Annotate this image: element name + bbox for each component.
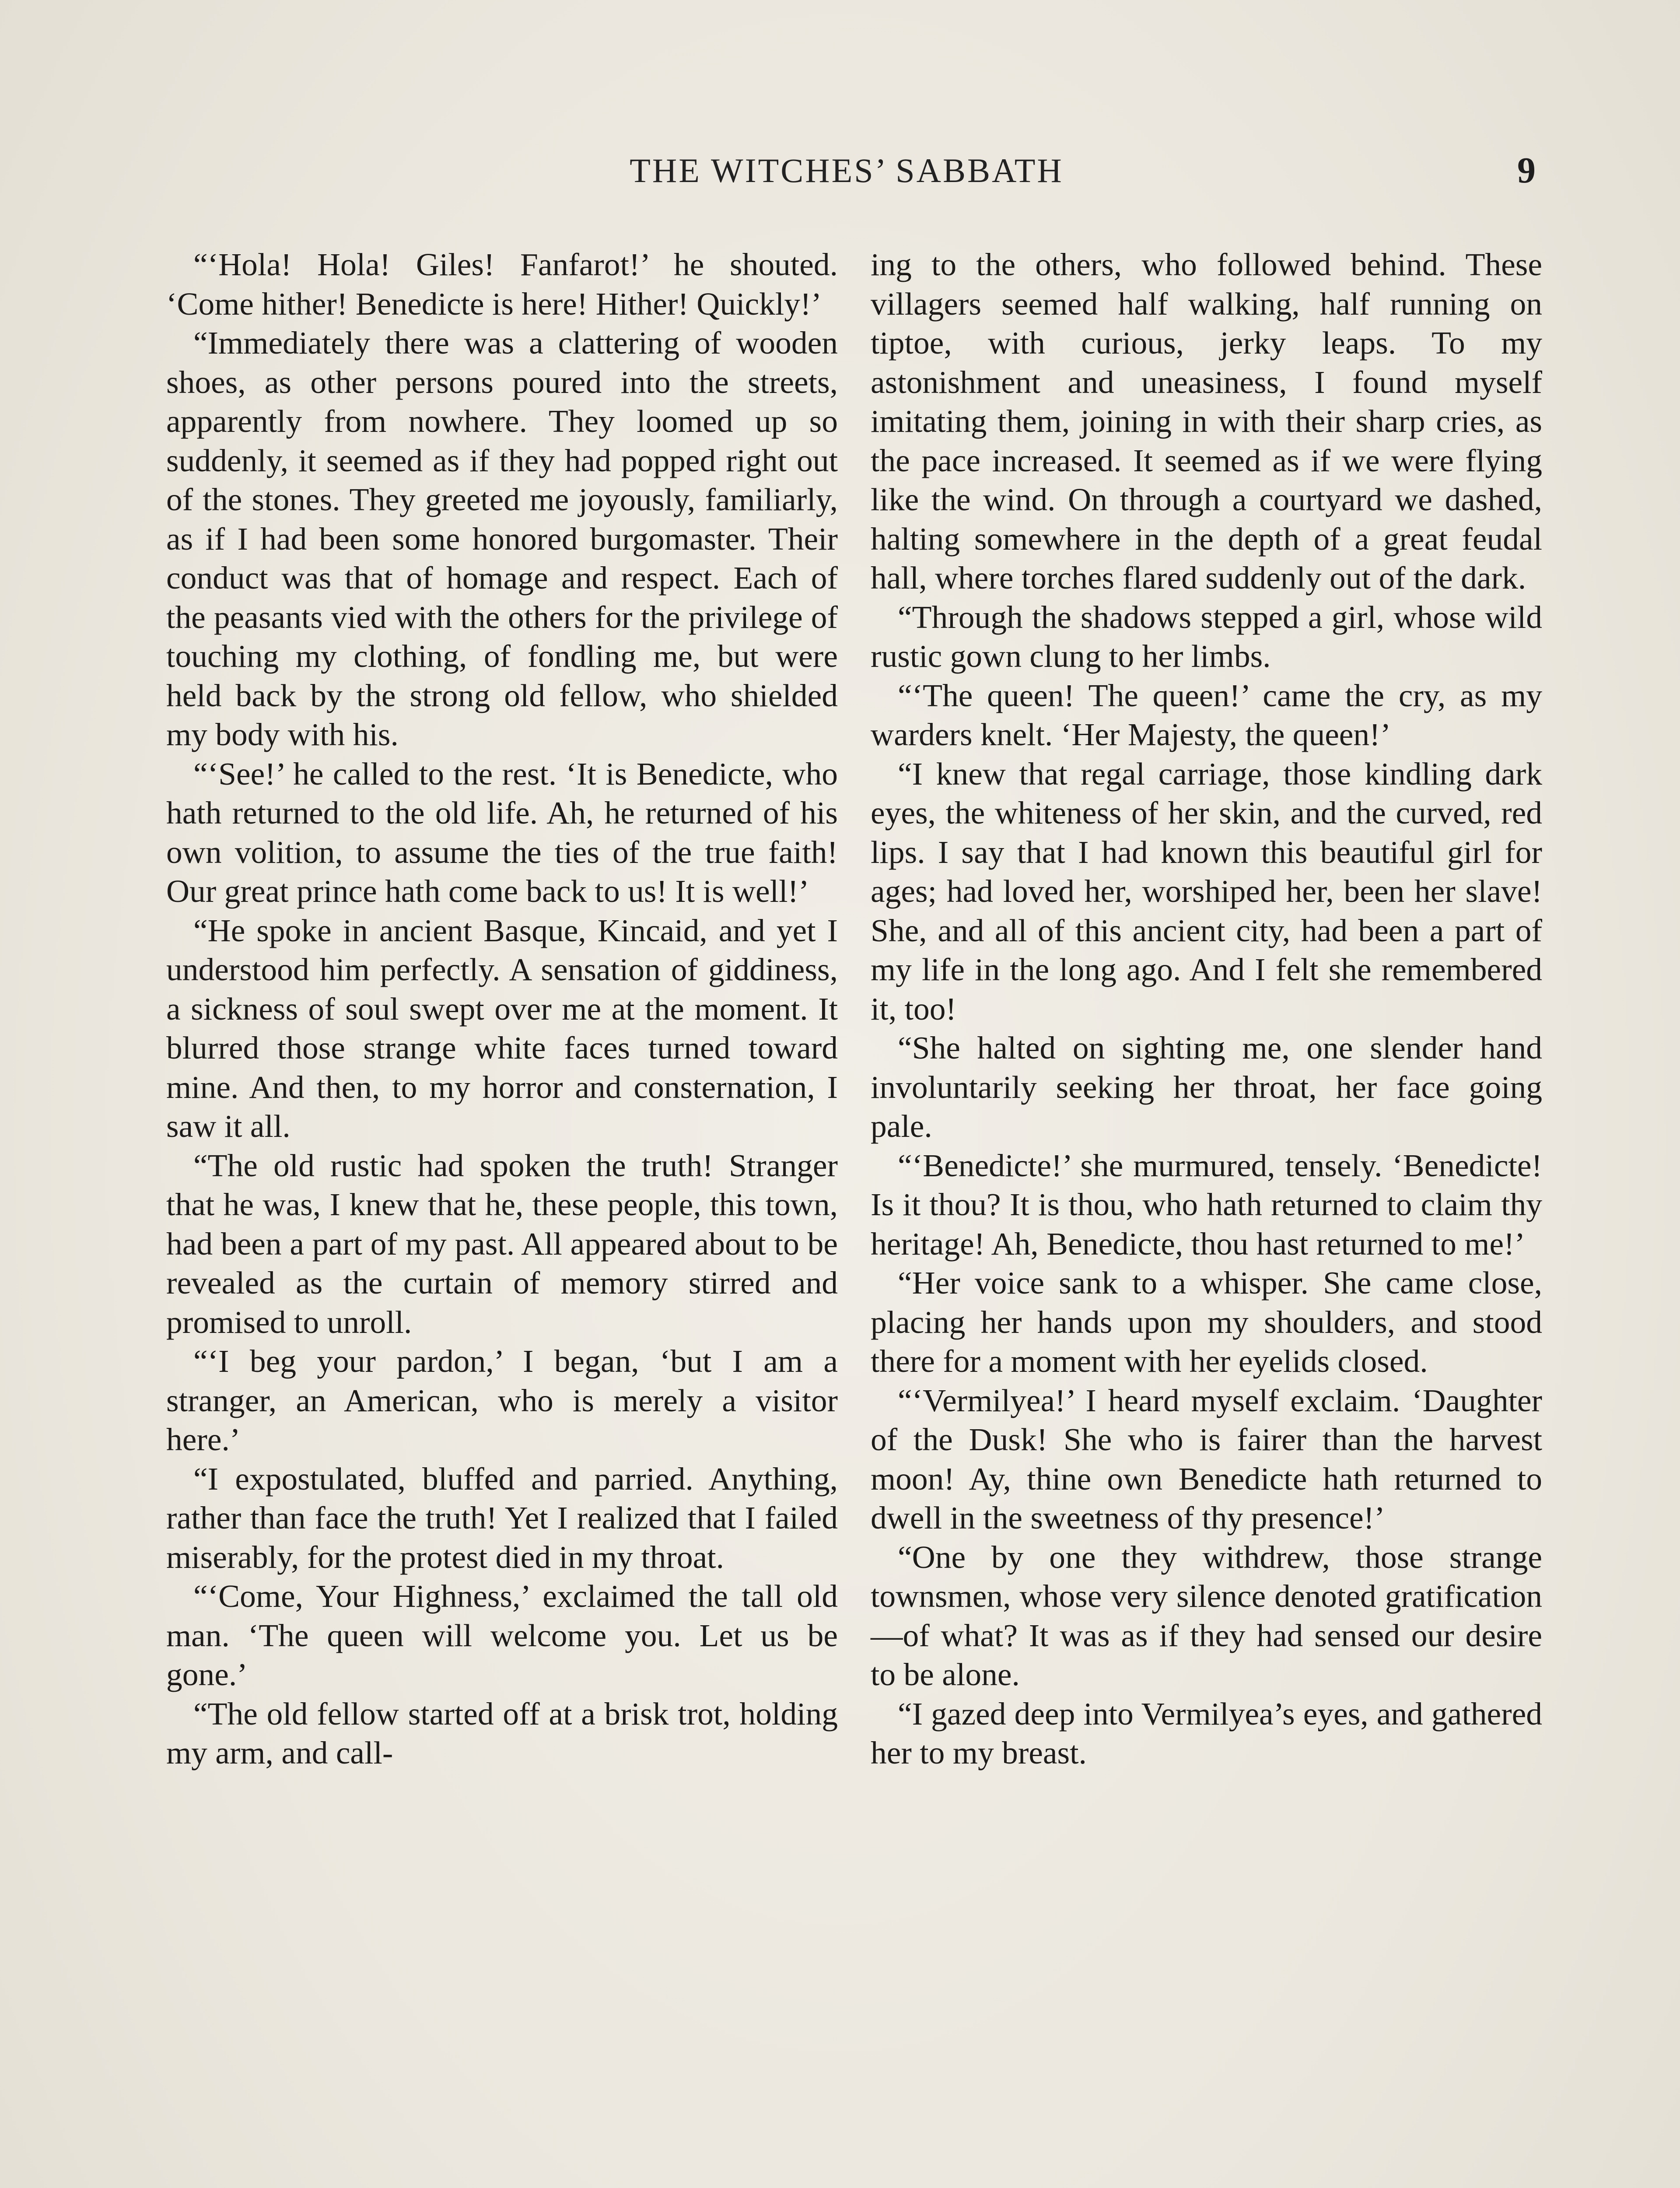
paragraph: “She halted on sighting me, one slender hand involuntarily seeking her throat, her face going pale. (871, 1030, 1542, 1144)
paragraph: “The old rustic had spoken the truth! Stranger that he was, I knew that he, these people, this town, had been a part of my past. All appeared about to be revealed as the curtain of memory stirred and promised to unroll. (166, 1147, 838, 1340)
paragraph: “He spoke in ancient Basque, Kincaid, and yet I understood him perfectly. A sensation of giddiness, a sickness of soul swept over me at the moment. It blurred those strange white faces turned toward mine. And then, to my horror and consternation, I saw it all. (166, 912, 838, 1144)
paragraph: “‘Vermilyea!’ I heard myself exclaim. ‘Daughter of the Dusk! She who is fairer than the harvest moon! Ay, thine own Benedicte hath returned to dwell in the sweetness of thy presence!’ (871, 1382, 1542, 1536)
paragraph: “‘Come, Your Highness,’ exclaimed the tall old man. ‘The queen will welcome you. Let us be gone.’ (166, 1578, 838, 1692)
running-title: THE WITCHES’ SABBATH (630, 151, 1064, 189)
paragraph: “I gazed deep into Vermilyea’s eyes, and gathered her to my breast. (871, 1696, 1542, 1771)
right-column (871, 245, 1542, 1773)
left-column (166, 245, 838, 1773)
paragraph: “Through the shadows stepped a girl, whose wild rustic gown clung to her limbs. (871, 599, 1542, 674)
page-header (166, 150, 1536, 199)
paragraph: “Her voice sank to a whisper. She came close, placing her hands upon my shoulders, and stood there for a moment with her eyelids closed. (871, 1265, 1542, 1379)
paragraph: “The old fellow started off at a brisk trot, holding my arm, and call- (166, 1696, 838, 1771)
paragraph: “‘I beg your pardon,’ I began, ‘but I am a stranger, an American, who is merely a visitor here.’ (166, 1343, 838, 1457)
paragraph-continuation: ing to the others, who followed behind. These villagers seemed half walking, half running on tiptoe, with curious, jerky leaps. To my astonishment and uneasiness, I found myself imitating them, joining in with their sharp cries, as the pace increased. It seemed as if we were flying like the wind. On through a courtyard we dashed, halting somewhere in the depth of a great feudal hall, where torches flared suddenly out of the dark. (871, 247, 1542, 596)
paragraph: “I knew that regal carriage, those kindling dark eyes, the whiteness of her skin, and the curved, red lips. I say that I had known this beautiful girl for ages; had loved her, worshiped her, been her slave! She, and all of this ancient city, had been a part of my life in the long ago. And I felt she remembered it, too! (871, 756, 1542, 1027)
paragraph: “One by one they withdrew, those strange townsmen, whose very silence denoted gratification—of what? It was as if they had sensed our desire to be alone. (871, 1539, 1542, 1692)
paragraph: “I expostulated, bluffed and parried. Anything, rather than face the truth! Yet I realized that I failed miserably, for the protest died in my throat. (166, 1461, 838, 1575)
page-number: 9 (1517, 150, 1536, 191)
paragraph: “‘Benedicte!’ she murmured, tensely. ‘Benedicte! Is it thou? It is thou, who hath returned to claim thy heritage! Ah, Benedicte, thou hast returned to me!’ (871, 1147, 1542, 1262)
paragraph: “‘See!’ he called to the rest. ‘It is Benedicte, who hath returned to the old life. Ah, he returned of his own volition, to assume the ties of the true faith! Our great prince hath come back to us! It is well!’ (166, 756, 838, 909)
paragraph: “‘Hola! Hola! Giles! Fanfarot!’ he shouted. ‘Come hither! Benedicte is here! Hither! Quickly!’ (166, 247, 838, 322)
paragraph: “‘The queen! The queen!’ came the cry, as my warders knelt. ‘Her Majesty, the queen!’ (871, 677, 1542, 752)
paragraph: “Immediately there was a clattering of wooden shoes, as other persons poured into the streets, apparently from nowhere. They loomed up so suddenly, it seemed as if they had popped right out of the stones. They greeted me joyously, familiarly, as if I had been some honored burgomaster. Their conduct was that of homage and respect. Each of the peasants vied with the others for the privilege of touching my clothing, of fondling me, but were held back by the strong old fellow, who shielded my body with his. (166, 325, 838, 752)
